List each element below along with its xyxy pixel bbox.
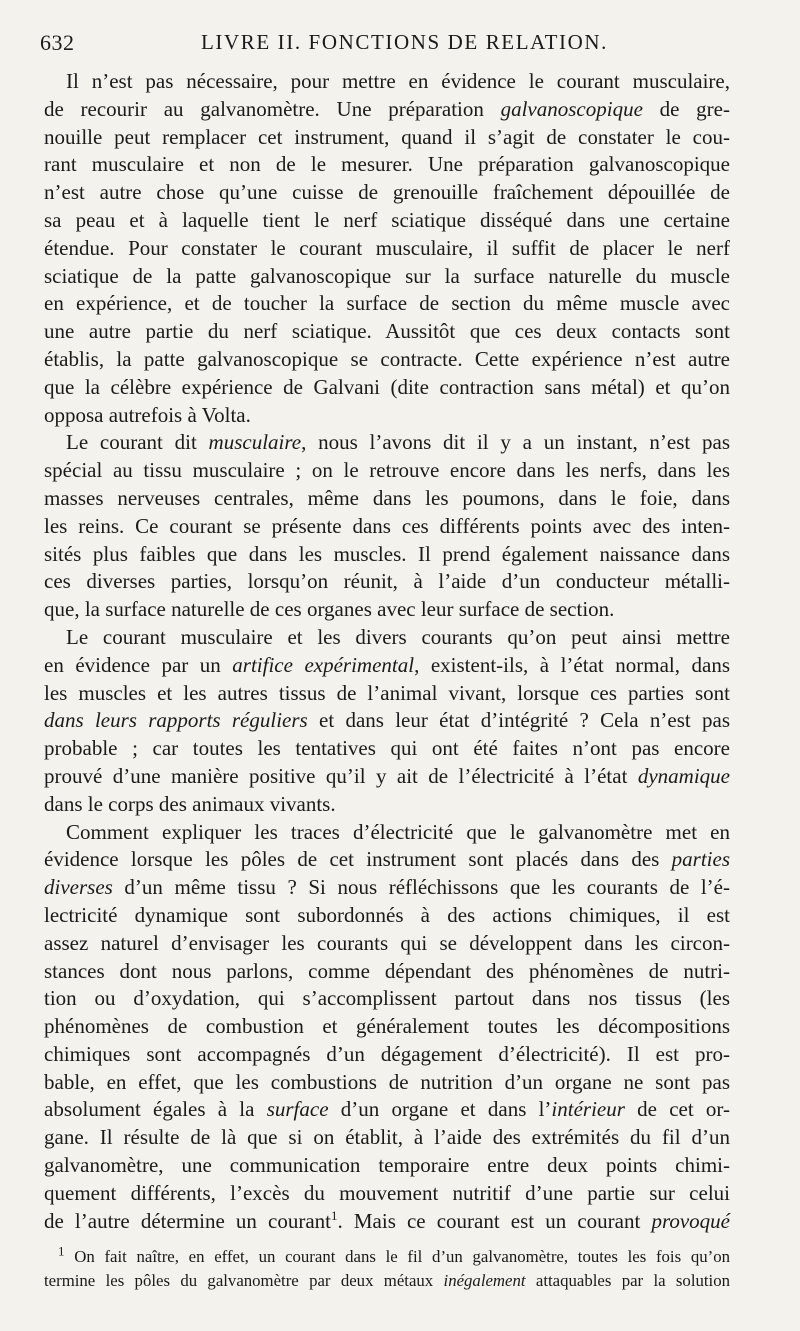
- text-line: que, la surface naturelle de ces organes avec leur surface de section.: [44, 597, 615, 622]
- footnote: [44, 1245, 730, 1293]
- text-line: ces diverses parties, lorsqu’on réunit, à l’aide d’un conducteur métalli-: [44, 569, 730, 594]
- text-line: masses nerveuses centrales, même dans les poumons, dans le foie, dans: [44, 485, 730, 510]
- text-line: sciatique de la patte galvanoscopique sur la surface naturelle du muscle: [44, 263, 730, 288]
- text-line: dans le corps des animaux vivants.: [44, 791, 336, 816]
- text-line: gane. Il résulte de là que si on établit, à l’aide des extrémités du fil d’un: [44, 1125, 730, 1150]
- text-line: tion ou d’oxydation, qui s’accomplissent partout dans nos tissus (les: [44, 986, 730, 1011]
- text-line: opposa autrefois à Volta.: [44, 402, 251, 427]
- text-line: dans leurs rapports réguliers et dans leur état d’intégrité ? Cela n’est pas: [44, 708, 730, 733]
- page-number: 632: [40, 30, 75, 55]
- text-line: phénomènes de combustion et généralement toutes les décompositions: [44, 1014, 730, 1039]
- text-line: étendue. Pour constater le courant musculaire, il suffit de placer le nerf: [44, 235, 730, 260]
- text-line: en expérience, et de toucher la surface de section du même muscle avec: [44, 291, 730, 316]
- text-line: prouvé d’une manière positive qu’il y ait de l’électricité à l’état dynamique: [44, 763, 730, 788]
- text-line: spécial au tissu musculaire ; on le retrouve encore dans les nerfs, dans les: [44, 458, 730, 483]
- text-line: que la célèbre expérience de Galvani (dite contraction sans métal) et qu’on: [44, 374, 730, 399]
- text-line: n’est autre chose qu’une cuisse de grenouille fraîchement dépouillée de: [44, 180, 730, 205]
- text-line: chimiques sont accompagnés d’un dégagement d’électricité). Il est pro-: [44, 1041, 730, 1066]
- footnote-line: termine les pôles du galvanomètre par deux métaux inégalement attaquables par la solution: [44, 1271, 730, 1290]
- text-line: lectricité dynamique sont subordonnés à des actions chimiques, il est: [44, 902, 730, 927]
- text-line: les reins. Ce courant se présente dans ces différents points avec des inten-: [44, 513, 730, 538]
- text-line: sa peau et à laquelle tient le nerf sciatique disséqué dans une certaine: [44, 207, 730, 232]
- text-line: Le courant dit musculaire, nous l’avons dit il y a un instant, n’est pas: [66, 430, 730, 455]
- text-line: bable, en effet, que les combustions de nutrition d’un organe ne sont pas: [44, 1069, 730, 1094]
- text-line: galvanomètre, une communication temporaire entre deux points chimi-: [44, 1153, 730, 1178]
- text-line: Comment expliquer les traces d’électricité que le galvanomètre met en: [66, 819, 730, 844]
- text-line: Il n’est pas nécessaire, pour mettre en évidence le courant musculaire,: [66, 69, 730, 93]
- running-title: LIVRE II. FONCTIONS DE RELATION.: [201, 30, 608, 54]
- footnote-line: $^1$ On fait naître, en effet, un courant dans le fil d’un galvanomètre, toutes les fois qu’on: [58, 1243, 730, 1266]
- text-line: stances dont nous parlons, comme dépendant des phénomènes de nutri-: [44, 958, 730, 983]
- text-line: Le courant musculaire et les divers courants qu’on peut ainsi mettre: [66, 624, 730, 649]
- text-line: de recourir au galvanomètre. Une préparation galvanoscopique de gre-: [44, 96, 730, 121]
- text-line: absolument égales à la surface d’un organe et dans l’intérieur de cet or-: [44, 1097, 730, 1122]
- text-line: sités plus faibles que dans les muscles. Il prend également naissance dans: [44, 541, 730, 566]
- page-header: [36, 30, 771, 66]
- text-line: rant musculaire et non de le mesurer. Une préparation galvanoscopique: [44, 152, 730, 177]
- text-line: quement différents, l’excès du mouvement nutritif d’une partie sur celui: [44, 1180, 730, 1205]
- text-line: les muscles et les autres tissus de l’animal vivant, lorsque ces parties sont: [44, 680, 730, 705]
- text-line: une autre partie du nerf sciatique. Aussitôt que ces deux contacts sont: [44, 319, 730, 344]
- text-line: établis, la patte galvanoscopique se contracte. Cette expérience n’est autre: [44, 346, 730, 371]
- text-line: de l’autre détermine un courant$^1$. Mais ce courant est un courant provoqué: [44, 1207, 730, 1233]
- text-line: probable ; car toutes les tentatives qui ont été faites n’ont pas encore: [44, 736, 730, 761]
- body-text: [44, 68, 730, 1235]
- text-line: nouille peut remplacer cet instrument, quand il s’agit de constater le cou-: [44, 124, 730, 149]
- text-line: en évidence par un artifice expérimental, existent-ils, à l’état normal, dans: [44, 652, 730, 677]
- text-line: assez naturel d’envisager les courants qui se développent dans les circon-: [44, 930, 730, 955]
- text-line: évidence lorsque les pôles de cet instrument sont placés dans des parties: [44, 847, 730, 872]
- text-line: diverses d’un même tissu ? Si nous réfléchissons que les courants de l’é-: [44, 875, 730, 900]
